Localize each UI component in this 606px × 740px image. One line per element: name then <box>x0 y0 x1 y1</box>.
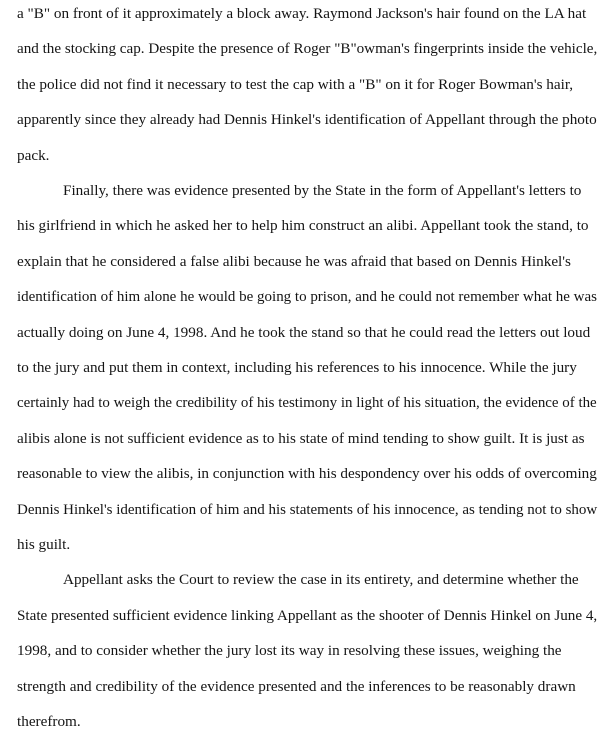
text-line: State presented sufficient evidence linking Appellant as the shooter of Dennis Hinkel on June 4, <box>17 607 598 624</box>
text-line: reasonable to view the alibis, in conjunction with his despondency over his odds of overcoming <box>17 465 597 482</box>
text-line: certainly had to weigh the credibility of his testimony in light of his situation, the evidence of the <box>17 394 597 411</box>
text-line: explain that he considered a false alibi because he was afraid that based on Dennis Hinkel's <box>17 253 571 270</box>
text-line: his guilt. <box>17 536 71 553</box>
text-line: strength and credibility of the evidence presented and the inferences to be reasonably drawn <box>17 678 576 695</box>
text-line: his girlfriend in which he asked her to help him construct an alibi. Appellant took the stand, to <box>17 217 589 234</box>
text-line: alibis alone is not sufficient evidence as to his state of mind tending to show guilt. It is just as <box>17 430 585 447</box>
text-line: Finally, there was evidence presented by the State in the form of Appellant's letters to <box>63 182 582 199</box>
text-line: and the stocking cap. Despite the presence of Roger "B"owman's fingerprints inside the vehicle, <box>17 40 598 57</box>
text-line: pack. <box>17 147 50 164</box>
text-line: a "B" on front of it approximately a block away. Raymond Jackson's hair found on the LA hat <box>17 5 587 22</box>
text-line: 1998, and to consider whether the jury lost its way in resolving these issues, weighing the <box>17 642 562 659</box>
text-line: apparently since they already had Dennis Hinkel's identification of Appellant through the photo <box>17 111 597 128</box>
text-line: Appellant asks the Court to review the case in its entirety, and determine whether the <box>63 571 579 588</box>
text-line: to the jury and put them in context, including his references to his innocence. While the jury <box>17 359 577 376</box>
text-line: identification of him alone he would be going to prison, and he could not remember what he was <box>17 288 597 305</box>
text-line: Dennis Hinkel's identification of him and his statements of his innocence, as tending not to show <box>17 501 598 518</box>
text-line: actually doing on June 4, 1998. And he took the stand so that he could read the letters out loud <box>17 324 591 341</box>
text-line: the police did not find it necessary to test the cap with a "B" on it for Roger Bowman's hair, <box>17 76 574 93</box>
text-line: therefrom. <box>17 713 81 730</box>
